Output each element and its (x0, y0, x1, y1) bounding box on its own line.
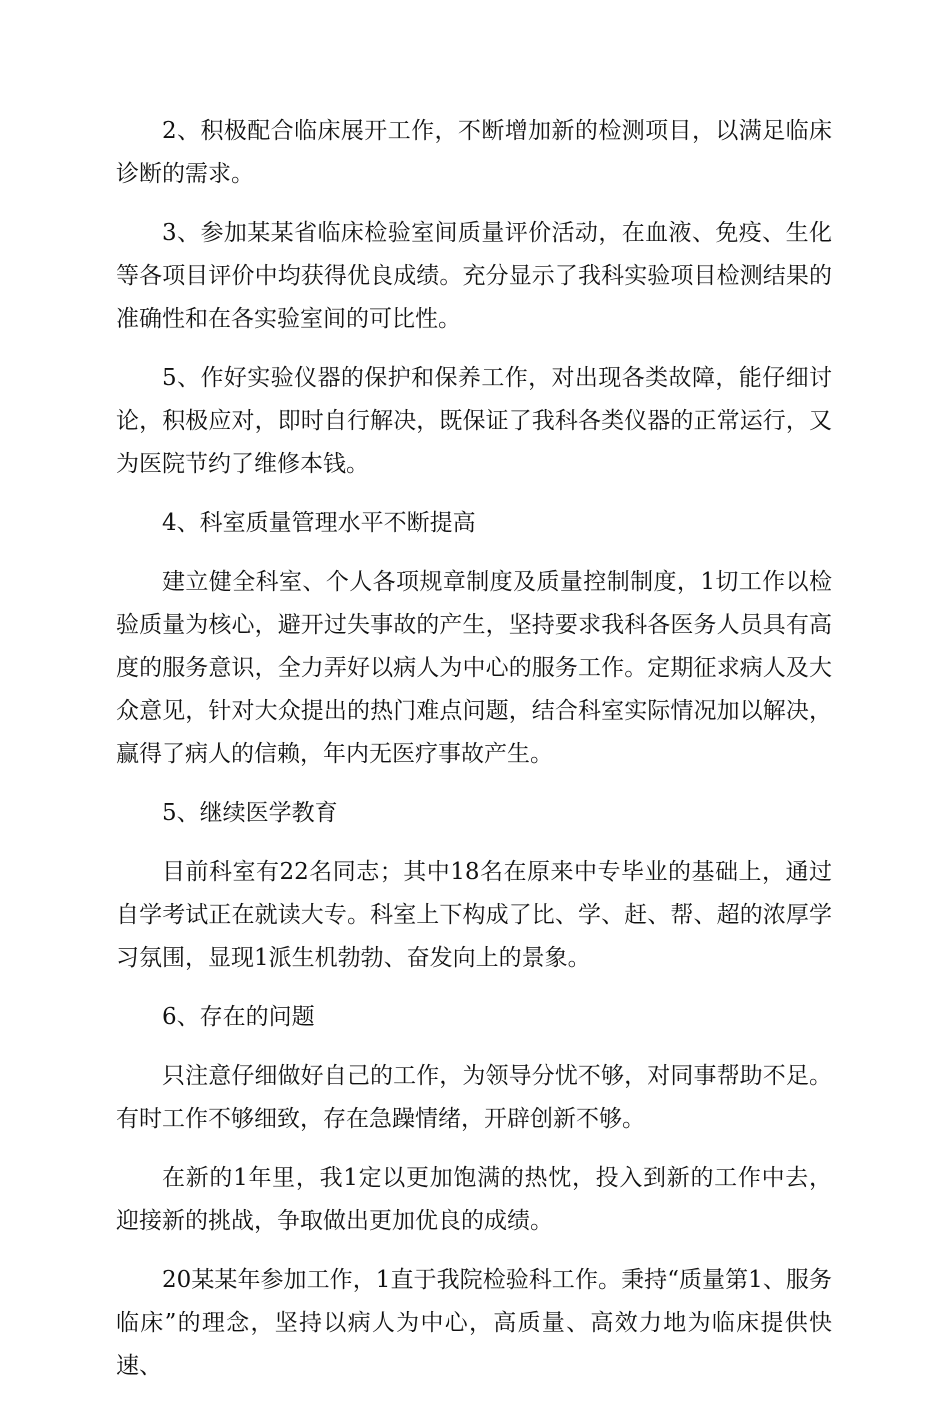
paragraph-problems: 只注意仔细做好自己的工作，为领导分忧不够，对同事帮助不足。有时工作不够细致，存在急躁情绪，开辟创新不够。 (116, 1063, 832, 1132)
paragraph-education: 目前科室有22名同志；其中18名在原来中专毕业的基础上，通过自学考试正在就读大专。科室上下构成了比、学、赶、帮、超的浓厚学习氛围，显现1派生机勃勃、奋发向上的景象。 (116, 859, 832, 971)
paragraph-item-5-equipment: 5、作好实验仪器的保护和保养工作，对出现各类故障，能仔细讨论，积极应对，即时自行解决，既保证了我科各类仪器的正常运行，又为医院节约了维修本钱。 (116, 365, 832, 477)
section-heading-education: 5、继续医学教育 (162, 800, 338, 826)
section-heading-problems: 6、存在的问题 (162, 1004, 315, 1030)
paragraph-new-year: 在新的1年里，我1定以更加饱满的热忱，投入到新的工作中去，迎接新的挑战，争取做出更加优良的成绩。 (116, 1165, 832, 1234)
paragraph-item-3: 3、参加某某省临床检验室间质量评价活动，在血液、免疫、生化等各项目评价中均获得优良成绩。充分显示了我科实验项目检测结果的准确性和在各实验室间的可比性。 (116, 220, 832, 332)
section-heading-quality: 4、科室质量管理水平不断提高 (162, 510, 476, 536)
paragraph-item-2: 2、积极配合临床展开工作，不断增加新的检测项目，以满足临床诊断的需求。 (116, 118, 832, 187)
paragraph-quality-management: 建立健全科室、个人各项规章制度及质量控制制度，1切工作以检验质量为核心，避开过失事故的产生，坚持要求我科各医务人员具有高度的服务意识，全力弄好以病人为中心的服务工作。定期征求病人及大众意见，针对大众提出的热门难点问题，结合科室实际情况加以解决，赢得了病人的信赖，年内无医疗事故产生。 (116, 569, 832, 767)
paragraph-work-history: 20某某年参加工作，1直于我院检验科工作。秉持“质量第1、服务临床”的理念，坚持以病人为中心，高质量、高效力地为临床提供快速、 (116, 1267, 832, 1379)
document-body (116, 110, 832, 1404)
